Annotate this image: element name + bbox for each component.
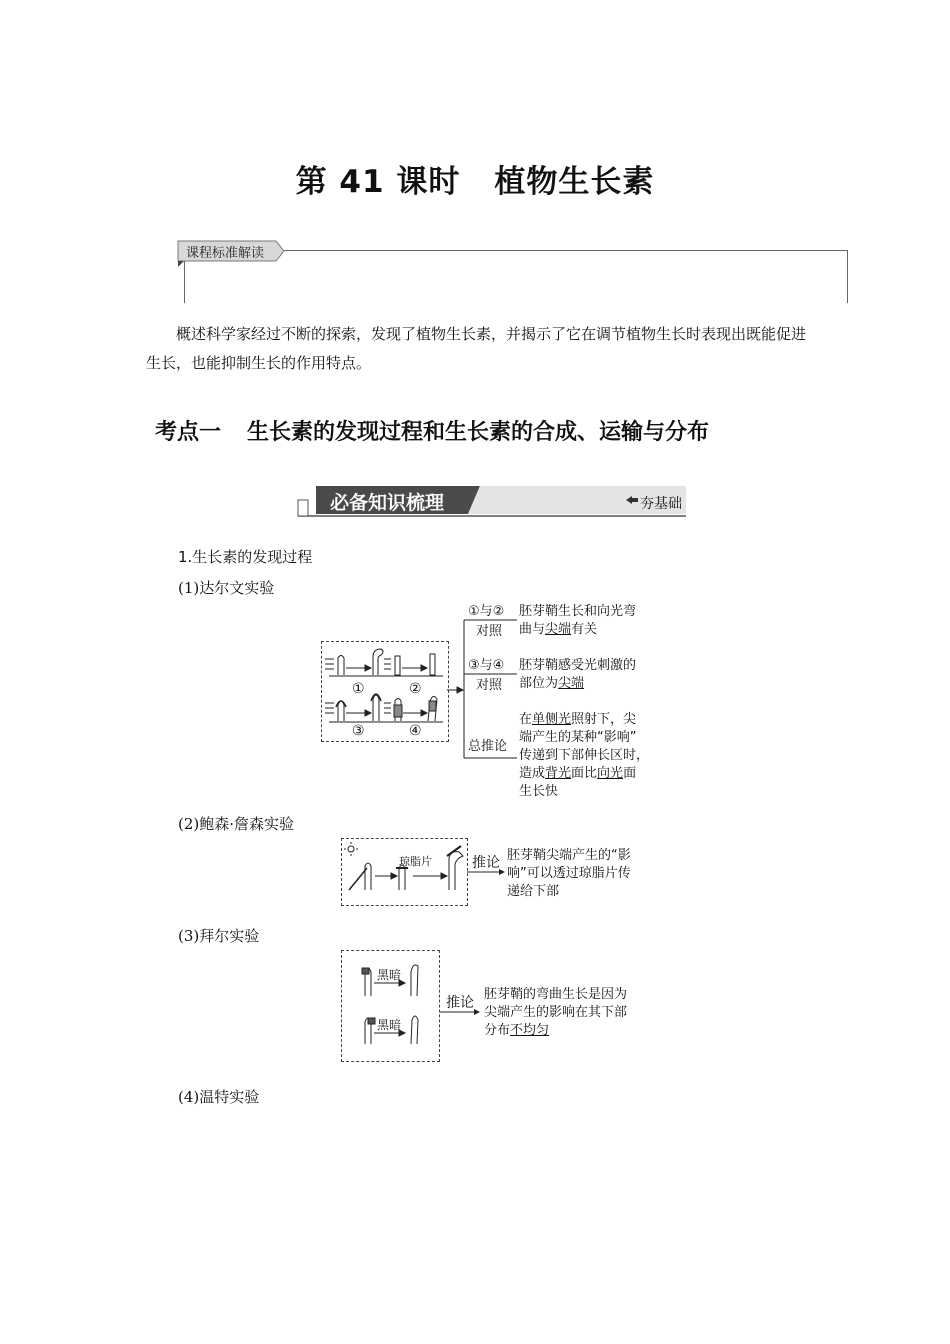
darwin-branch2-text [519, 657, 636, 693]
section-title: 生长素的发现过程和生长素的合成、运输与分布 [247, 420, 710, 445]
darwin-branch3-label: 总推论 [468, 739, 508, 754]
d3-answer-light: 单侧光 [532, 712, 572, 727]
d3-line5: 生长快 [519, 784, 559, 799]
paal-line1: 胚芽鞘的弯曲生长是因为 [484, 987, 628, 1002]
paal-dark-1: 黑暗 [377, 968, 402, 982]
darwin-branch2-label: ③与④ [468, 658, 505, 673]
boysen-line1: 胚芽鞘尖端产生的“影 [507, 848, 631, 863]
d3-a: 在 [519, 712, 533, 727]
boysen-figure [341, 838, 471, 908]
d3-d: 面比 [571, 766, 598, 781]
boysen-line3: 递给下部 [507, 884, 560, 899]
d3-b: 照射下，尖 [571, 712, 637, 727]
boysen-heading: (2)鲍森·詹森实验 [178, 815, 295, 833]
darwin-num-4: ④ [409, 723, 422, 739]
knowledge-banner [298, 486, 686, 518]
darwin-num-1: ① [352, 681, 365, 697]
darwin-heading: (1)达尔文实验 [178, 579, 275, 597]
darwin-num-3: ③ [352, 723, 365, 739]
paal-answer: 不均匀 [510, 1023, 550, 1038]
d3-line3: 传递到下部伸长区时， [519, 748, 650, 763]
banner-right: 夯基础 [640, 496, 682, 512]
paal-heading: (3)拜尔实验 [178, 927, 260, 945]
section-heading [155, 415, 709, 446]
darwin-figure [321, 641, 451, 741]
d3-c: 造成 [519, 766, 546, 781]
item1-heading: 1.生长素的发现过程 [178, 548, 313, 566]
darwin-branch1-text [519, 603, 636, 639]
darwin-branch2-answer: 尖端 [558, 676, 585, 691]
darwin-num-2: ② [409, 681, 422, 697]
boysen-text [507, 847, 631, 901]
paal-infer: 推论 [446, 995, 474, 1011]
page-title [0, 156, 950, 201]
paal-text [484, 986, 627, 1040]
paal-dark-2: 黑暗 [377, 1018, 402, 1032]
darwin-branch1-line2a: 曲与 [519, 622, 546, 637]
title-topic: 植物生长素 [494, 164, 655, 200]
boysen-line2: 响”可以透过琼脂片传 [507, 866, 631, 881]
darwin-branch1-sub: 对照 [476, 624, 503, 639]
darwin-branch3-text [519, 711, 649, 801]
paal-line2: 尖端产生的影响在其下部 [484, 1005, 628, 1020]
paal-line3a: 分布 [484, 1023, 511, 1038]
d3-answer-back: 背光 [545, 766, 572, 781]
d3-answer-toward: 向光 [597, 766, 624, 781]
section-number: 考点一 [155, 420, 222, 445]
darwin-branch1-line1: 胚芽鞘生长和向光弯 [519, 604, 637, 619]
banner-label: 必备知识梳理 [330, 492, 445, 514]
standard-text: 概述科学家经过不断的探索，发现了植物生长素，并揭示了它在调节植物生长时表现出既能促进生长，也能抑制生长的作用特点。 [146, 325, 807, 372]
darwin-branch2-line1: 胚芽鞘感受光刺激的 [519, 658, 637, 673]
went-heading: (4)温特实验 [178, 1088, 260, 1106]
darwin-branch1-answer: 尖端 [545, 622, 572, 637]
darwin-branch1-line2b: 有关 [571, 622, 598, 637]
d3-line2: 端产生的某种“影响” [519, 730, 637, 745]
darwin-branch2-line2: 部位为 [519, 676, 559, 691]
boysen-agar-label: 琼脂片 [399, 855, 432, 868]
darwin-branch2-sub: 对照 [476, 678, 503, 693]
boysen-infer: 推论 [472, 855, 500, 871]
standard-tag-label: 课程标准解读 [186, 246, 265, 261]
darwin-branch1-label: ①与② [468, 604, 505, 619]
title-lesson: 第 41 课时 [295, 164, 461, 200]
d3-e: 面 [623, 766, 637, 781]
